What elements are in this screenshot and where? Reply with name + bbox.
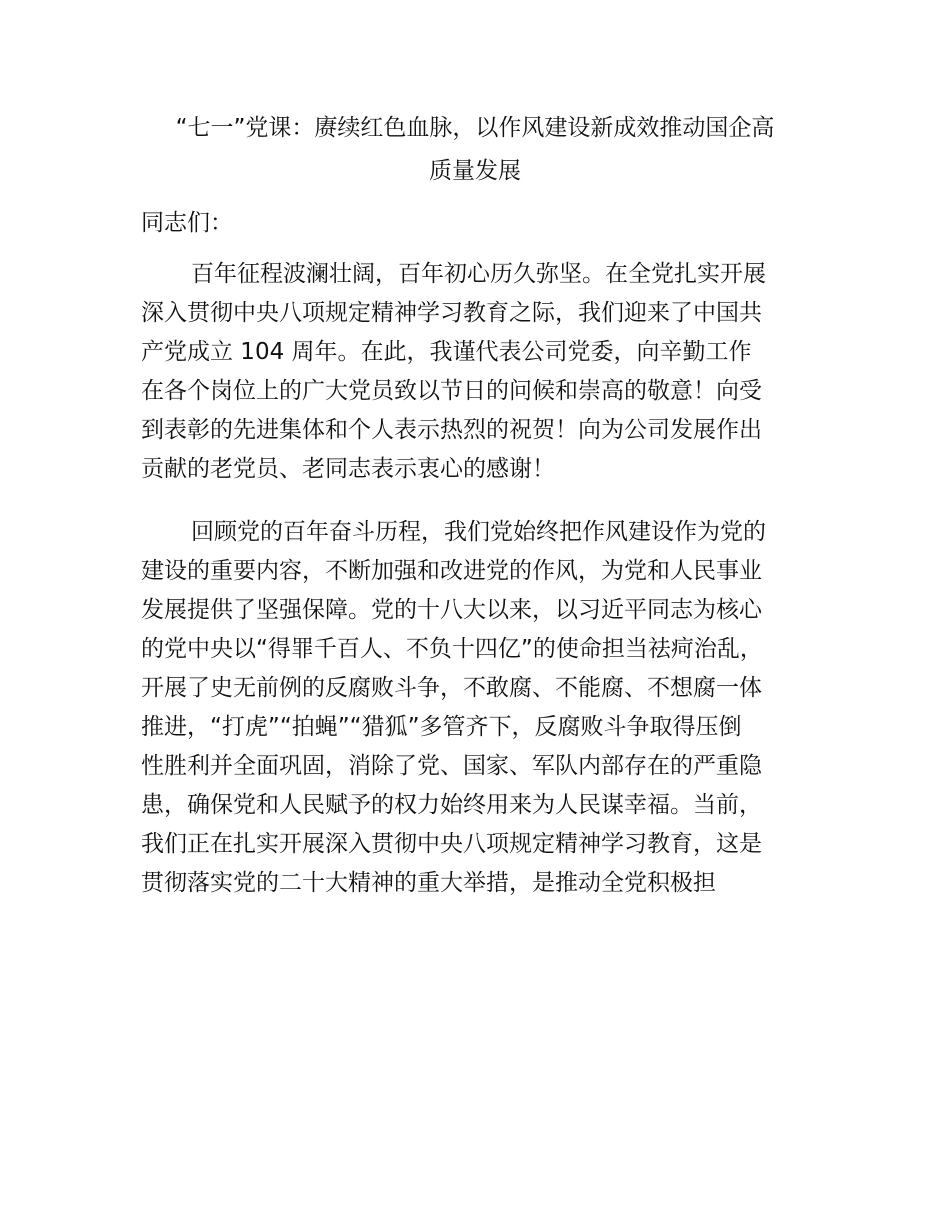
paragraph-1-line: 产党成立 104 周年。在此，我谨代表公司党委，向辛勤工作 xyxy=(141,339,752,365)
salutation: 同志们： xyxy=(141,210,233,236)
paragraph-1-line: 在各个岗位上的广大党员致以节日的问候和崇高的敬意！向受 xyxy=(141,378,762,404)
paragraph-2-line: 的党中央以“得罪千百人、不负十四亿”的使命担当祛疴治乱， xyxy=(141,636,763,662)
title-line: “七一”党课：赓续红色血脉，以作风建设新成效推动国企高 xyxy=(175,115,775,141)
paragraph-2-line: 建设的重要内容，不断加强和改进党的作风，为党和人民事业 xyxy=(141,558,762,584)
document-title xyxy=(130,107,820,193)
paragraph-2-line: 性胜利并全面巩固，消除了党、国家、军队内部存在的严重隐 xyxy=(141,753,762,779)
paragraph-1-line: 深入贯彻中央八项规定精神学习教育之际，我们迎来了中国共 xyxy=(141,300,762,326)
paragraph-1-line: 贡献的老党员、老同志表示衷心的感谢！ xyxy=(141,456,555,482)
paragraph-2-line: 发展提供了坚强保障。党的十八大以来，以习近平同志为核心 xyxy=(141,597,762,623)
paragraph-2-line: 患，确保党和人民赋予的权力始终用来为人民谋幸福。当前， xyxy=(141,792,762,818)
paragraph-2-line: 贯彻落实党的二十大精神的重大举措，是推动全党积极担 xyxy=(141,870,716,896)
paragraph-2-line: 回顾党的百年奋斗历程，我们党始终把作风建设作为党的 xyxy=(191,519,766,545)
paragraph-2-line: 开展了史无前例的反腐败斗争，不敢腐、不能腐、不想腐一体 xyxy=(141,675,762,701)
title-line: 质量发展 xyxy=(429,158,521,184)
paragraph-1-line: 百年征程波澜壮阔，百年初心历久弥坚。在全党扎实开展 xyxy=(191,261,766,287)
paragraph-2-line: 推进，“打虎”“拍蝇”“猎狐”多管齐下，反腐败斗争取得压倒 xyxy=(141,714,742,740)
paragraph-2-line: 我们正在扎实开展深入贯彻中央八项规定精神学习教育，这是 xyxy=(141,831,762,857)
paragraph-1-line: 到表彰的先进集体和个人表示热烈的祝贺！向为公司发展作出 xyxy=(141,417,762,443)
